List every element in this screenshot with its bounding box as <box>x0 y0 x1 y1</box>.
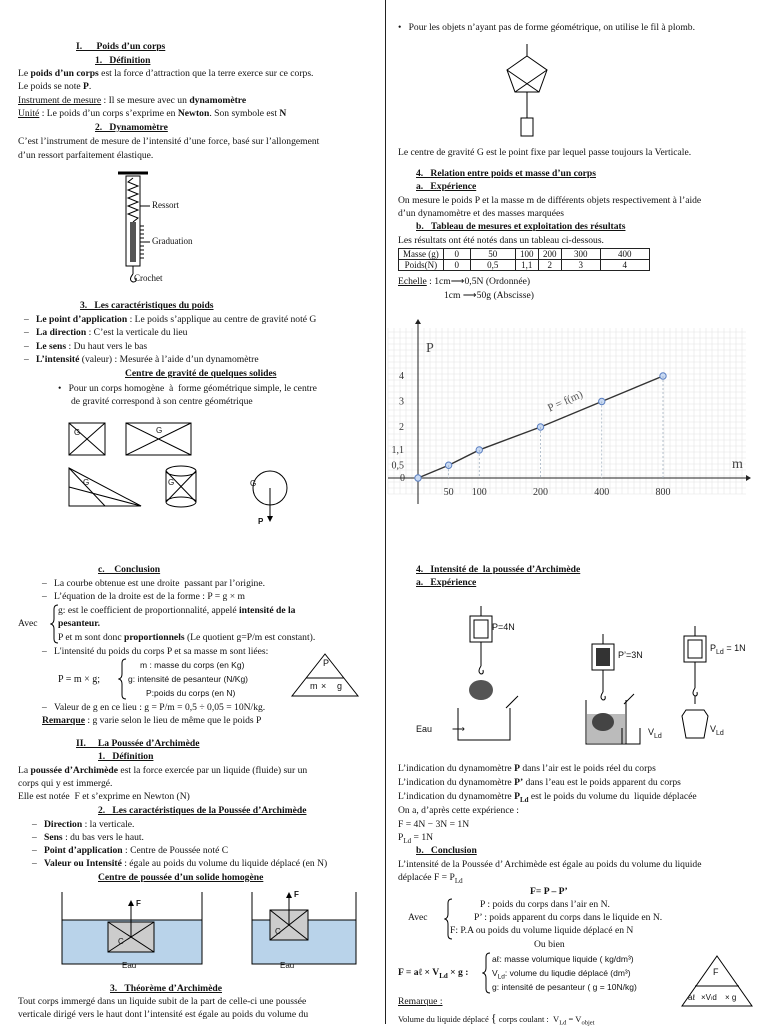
theorem-1: Tout corps immergé dans un liquide subit de la part de celle-ci une poussée <box>18 996 307 1007</box>
conclusion-3b: pesanteur. <box>58 618 101 629</box>
series-label: P = f(m) <box>546 388 585 415</box>
def-vld: $V_{Ld}$: volume du liqudie déplacé (dm³) <box>492 968 631 981</box>
g-label-square: G <box>74 428 81 437</box>
label-p-prime-3n: P’=3N <box>618 650 643 660</box>
avec-label-right: Avec <box>408 912 428 923</box>
solids-figure <box>66 420 316 530</box>
plomb-bullet: • Pour les objets n’ayant pas de forme géométrique, on utilise le fil à plomb. <box>398 22 695 33</box>
table-row <box>399 249 650 260</box>
section-1-1: 1. Définition <box>95 55 151 66</box>
table-cell: 2 <box>538 260 561 271</box>
section-5-title: 4. Intensité de la poussée d’Archimède <box>416 564 581 575</box>
g-label-rect: G <box>156 426 163 435</box>
dynamometer-text-2: d’un ressort parfaitement élastique. <box>18 150 154 161</box>
buoyancy-figure <box>58 884 368 972</box>
table-cell: 50 <box>470 249 515 260</box>
y-tick-label: 0,5 <box>391 460 404 472</box>
echelle-2: 1cm ⟶50g (Abscisse) <box>444 290 534 301</box>
cg-bullet-2: de gravité correspond à son centre géométrique <box>71 396 253 407</box>
section-1-title: I. Poids d’un corps <box>76 41 166 52</box>
tri-p: P <box>323 658 330 668</box>
f-vector-2: F <box>294 890 299 899</box>
conclusion-title: c. Conclusion <box>98 564 161 575</box>
table-cell: 4 <box>600 260 649 271</box>
cg-bullet-1: • Pour un corps homogène à forme géométrique simple, le centre <box>58 383 317 394</box>
plumb-figure <box>502 44 552 140</box>
x-tick-label: 400 <box>594 487 610 498</box>
label-p-4n: P=4N <box>492 622 515 632</box>
indication-2: L’indication du dynamomètre P’ dans l’eau est le poids apparent du corps <box>398 777 681 788</box>
def-g: g: intensité de pesanteur ( g = 10N/kg) <box>492 982 637 992</box>
label-crochet: Crochet <box>134 273 163 283</box>
table-cell: Poids(N) <box>399 260 444 271</box>
cg-title: Centre de gravité de quelques solides <box>125 368 277 379</box>
tri-times: × <box>321 681 327 691</box>
formula-f-p-pprime: F= P – P’ <box>530 886 568 897</box>
conclusion-1: – La courbe obtenue est une droite passant par l’origine. <box>42 578 265 589</box>
ona-text: On a, d’après cette expérience : <box>398 805 519 816</box>
table-cell: 0 <box>443 260 470 271</box>
archi-carac-1: – Direction : la verticale. <box>32 819 135 830</box>
avec-f: F: P.A ou poids du volume liquide déplacé en N <box>450 925 634 936</box>
formula-p-mg: P = m × g; <box>58 674 101 685</box>
ou-bien: Ou bien <box>534 939 565 950</box>
formula-p: P:poids du corps (en N) <box>146 688 236 698</box>
conclusion-5-1: L’intensité de la Poussée d’ Archimède est égale au poids du volume du liquide <box>398 859 702 870</box>
carac-4: – L’intensité (valeur) : Mesurée à l’aide d’un dynamomètre <box>24 354 259 365</box>
p-vs-m-chart <box>384 312 752 522</box>
echelle-1: Echelle : 1cm⟶0,5N (Ordonnée) <box>398 276 531 287</box>
table-cell: 0,5 <box>470 260 515 271</box>
cg-definition: Le centre de gravité G est le point fixe par lequel passe toujours la Verticale. <box>398 147 692 158</box>
y-tick-label: 4 <box>399 371 404 382</box>
tri-f: F <box>713 967 719 977</box>
c-label-1: C <box>118 937 124 946</box>
experience-1: On mesure le poids P et la masse m de différents objets respectivement à l’aide <box>398 195 702 206</box>
archi-carac-2: – Sens : du bas vers le haut. <box>32 832 144 843</box>
section-4-b: b. Tableau de mesures et exploitation des résultats <box>416 221 626 232</box>
section-5-a: a. Expérience <box>416 577 477 588</box>
archimede-def-2: corps qui y est immergé. <box>18 778 113 789</box>
table-cell: 400 <box>600 249 649 260</box>
conclusion-5-2: déplacée $F = P_{Ld}$ <box>398 872 463 885</box>
chart-series <box>415 373 666 481</box>
remarque-g: Remarque : g varie selon le lieu de même que le poids P <box>42 715 262 726</box>
x-tick-label: 50 <box>443 487 454 498</box>
table-cell: Masse (g) <box>399 249 444 260</box>
results-text: Les résultats ont été notés dans un tableau ci-dessous. <box>398 235 604 246</box>
chart-grid <box>388 328 746 494</box>
p-vector-label: P <box>258 517 264 526</box>
equation-pld: $P_{Ld} = 1N$ <box>398 832 434 845</box>
table-cell: 100 <box>515 249 538 260</box>
tri-m: m <box>310 681 318 691</box>
label-ressort: Ressort <box>152 200 179 210</box>
g-value: – Valeur de g en ce lieu : g = P/m = 0,5 ÷ 0,05 = 10N/kg. <box>42 702 266 713</box>
c-label-2: C <box>275 927 281 936</box>
indication-1: L’indication du dynamomètre P dans l’air est le poids réel du corps <box>398 763 656 774</box>
section-2-title: II. La Poussée d’Archimède <box>76 738 200 749</box>
definition-line-2: Le poids se note P. <box>18 81 92 92</box>
formula-f-al-vld-g: F = aℓ × $V_{Ld} \times g$ : <box>398 967 469 980</box>
carac-1: – Le point d’application : Le poids s’applique au centre de gravité noté G <box>24 314 317 325</box>
section-4-title: 4. Relation entre poids et masse d’un corps <box>416 168 596 179</box>
conclusion-2: – L’équation de la droite est de la forme : P = g × m <box>42 591 246 602</box>
def-al: aℓ: masse volumique liquide ( kg/dm³) <box>492 954 634 964</box>
section-2-2: 2. Les caractéristiques de la Poussée d’Archimède <box>98 805 307 816</box>
section-1-3: 3. Les caractéristiques du poids <box>80 300 214 311</box>
definition-line-1: Le poids d’un corps est la force d’attraction que la terre exerce sur ce corps. <box>18 68 314 79</box>
formula-g: g: intensité de pesanteur (N/Kg) <box>128 674 249 684</box>
tri-g-right: × g <box>725 993 737 1002</box>
origin-tick-label: 0 <box>400 473 405 484</box>
remarque-right: Remarque : <box>398 996 443 1007</box>
label-graduation: Graduation <box>152 236 193 246</box>
instrument-line: Instrument de mesure : Il se mesure avec un dynamomètre <box>18 95 247 106</box>
section-5-b: b. Conclusion <box>416 845 477 856</box>
section-2-1: 1. Définition <box>98 751 154 762</box>
y-tick-label: 3 <box>399 396 404 408</box>
label-eau: Eau ⟶ <box>416 724 465 734</box>
label-vld-1: $V_{Ld}$ <box>648 727 662 740</box>
y-axis-arrow <box>415 319 421 324</box>
carac-3: – Le sens : Du haut vers le bas <box>24 341 148 352</box>
label-pld-1n: $P_{Ld} = 1N$ <box>710 643 746 656</box>
archimede-def-3: Elle est notée F et s’exprime en Newton (N) <box>18 791 190 802</box>
carac-2: – La direction : C’est la verticale du lieu <box>24 327 188 338</box>
section-1-2: 2. Dynamomètre <box>95 122 168 133</box>
indication-3: L’indication du dynamomètre $P_{Ld}$ est le poids du volume du liquide déplacée <box>398 791 697 804</box>
tri-vld: ×Vₗd <box>701 993 717 1002</box>
cp-title: Centre de poussée d’un solide homogène <box>98 872 264 883</box>
archi-carac-4: – Valeur ou Intensité : égale au poids du volume du liquide déplacé (en N) <box>32 858 328 869</box>
x-tick-label: 100 <box>471 487 487 498</box>
section-2-3: 3. Théorème d’Archimède <box>110 983 222 994</box>
conclusion-5: – L'intensité du poids du corps P et sa masse m sont liées: <box>42 646 269 657</box>
section-4-a: a. Expérience <box>416 181 477 192</box>
table-cell: 1,1 <box>515 260 538 271</box>
table-cell: 300 <box>561 249 600 260</box>
f-vector-1: F <box>136 899 141 908</box>
avec-p-prime: P’ : poids apparent du corps dans le liquide en N. <box>474 912 663 923</box>
table-cell: 3 <box>561 260 600 271</box>
conclusion-4: P et m sont donc proportionnels (Le quotient g=P/m est constant). <box>58 632 316 643</box>
tri-g: g <box>337 681 343 691</box>
x-axis-arrow <box>746 475 751 481</box>
g-label-sphere: G <box>250 479 257 488</box>
avec-p: P : poids du corps dans l’air en N. <box>480 899 610 910</box>
y-tick-label: 1,1 <box>391 444 404 456</box>
g-label-triangle: G <box>83 478 90 487</box>
conclusion-3: g: est le coefficient de proportionnalité, appelé intensité de la <box>58 605 296 616</box>
formula-m: m : masse du corps (en Kg) <box>140 660 245 670</box>
theorem-2: verticale dirigé vers le haut dont l’intensité est égale au poids du volume du <box>18 1009 309 1020</box>
y-tick-label: 2 <box>399 422 404 433</box>
experience-2: d’un dynamomètre et des masses marquées <box>398 208 564 219</box>
tri-al: aℓ <box>688 993 696 1002</box>
label-vld-2: $V_{Ld}$ <box>710 724 724 737</box>
table-cell: 0 <box>443 249 470 260</box>
unit-line: Unité : Le poids d’un corps s’exprime en Newton. Son symbole est N <box>18 108 287 119</box>
g-label-cylinder: G <box>168 478 175 487</box>
brace-right-2 <box>482 952 492 994</box>
archi-carac-3: – Point d’application : Centre de Poussée noté C <box>32 845 229 856</box>
x-tick-label: 800 <box>655 487 671 498</box>
x-tick-label: 200 <box>533 487 548 498</box>
brace-formula <box>118 658 128 700</box>
table-cell: 200 <box>538 249 561 260</box>
archimede-def-1: La poussée d’Archimède est la force exercée par un liquide (fluide) sur un <box>18 765 308 776</box>
measures-table <box>398 248 650 271</box>
avec-label: Avec <box>18 618 38 629</box>
eau-label-1: Eau <box>122 961 137 970</box>
volume-line: Volume du liquide déplacé { corps coulant : $V_{Ld} = V_{objet}$ <box>398 1011 595 1027</box>
x-axis-label: m <box>732 457 743 472</box>
dynamometer-figure <box>108 168 218 286</box>
equation-f: F = 4N − 3N = 1N <box>398 819 470 830</box>
chart-ticks <box>392 341 744 498</box>
eau-label-2: Eau <box>280 961 295 970</box>
table-row <box>399 260 650 271</box>
y-axis-label: P <box>426 341 434 356</box>
dynamometer-text-1: C’est l’instrument de mesure de l’intensité d’une force, basé sur l’allongement <box>18 136 320 147</box>
